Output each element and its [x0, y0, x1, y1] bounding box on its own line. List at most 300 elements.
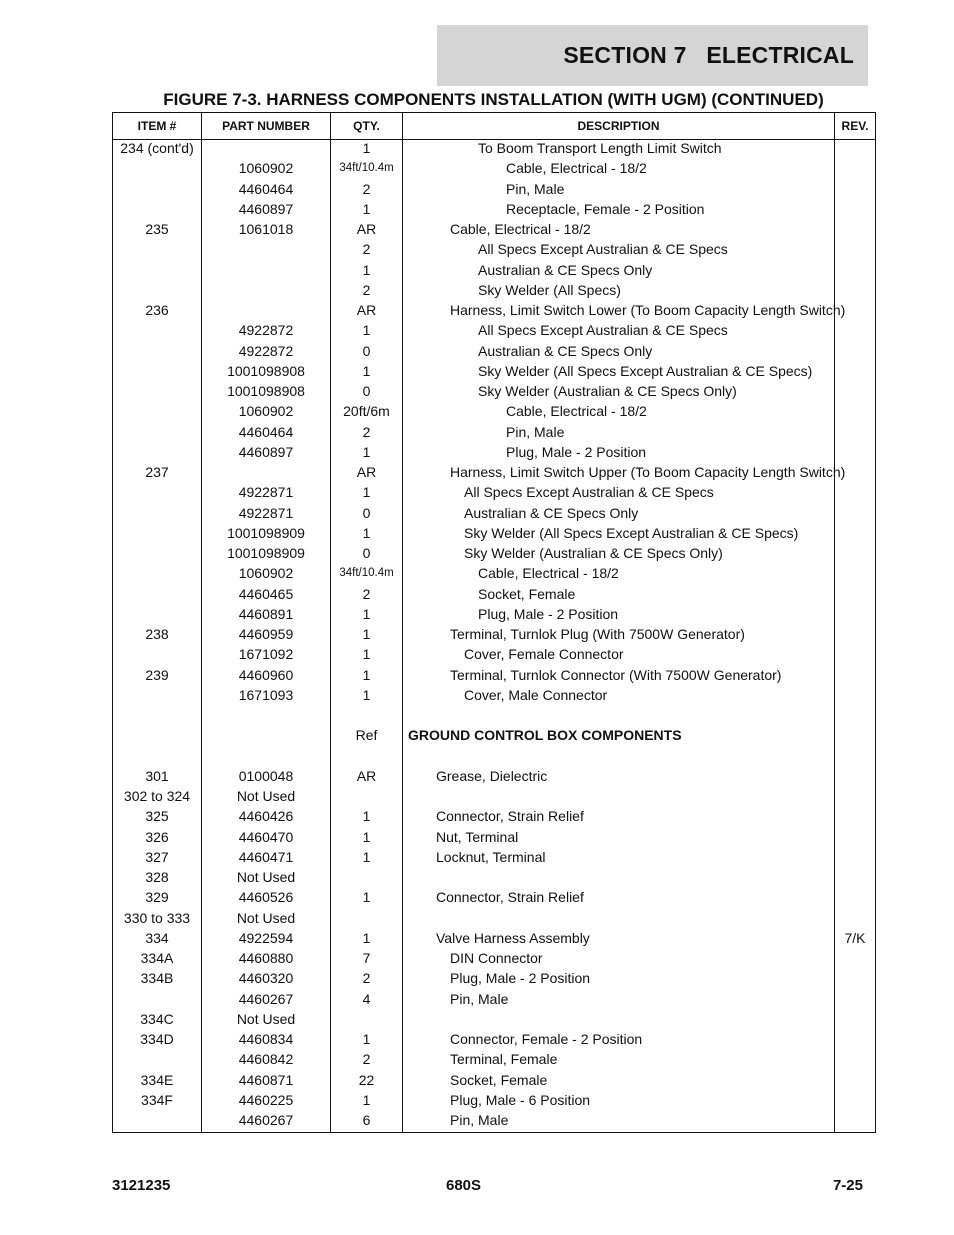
- item-number: [113, 989, 201, 1009]
- item-number: [113, 482, 201, 502]
- description: Plug, Male - 6 Position: [450, 1091, 591, 1108]
- revision: [835, 219, 875, 239]
- item-number: 235: [145, 221, 169, 237]
- description: GROUND CONTROL BOX COMPONENTS: [408, 727, 682, 744]
- description: Valve Harness Assembly: [436, 929, 590, 946]
- table-row: [113, 1009, 875, 1029]
- description: [404, 908, 834, 928]
- item-number: 334C: [140, 1010, 174, 1027]
- column-header-rev: REV.: [841, 119, 869, 133]
- table-row: [113, 361, 875, 381]
- quantity: 1: [362, 848, 371, 865]
- description: Cable, Electrical - 18/2: [450, 221, 591, 237]
- description: Cover, Female Connector: [464, 646, 624, 663]
- item-number: [113, 158, 201, 178]
- quantity: AR: [356, 464, 377, 480]
- quantity: [331, 867, 402, 887]
- quantity: 2: [362, 970, 371, 987]
- part-number: 4460267: [238, 1112, 294, 1128]
- description: Pin, Male: [450, 990, 509, 1007]
- quantity: 1: [362, 666, 371, 683]
- table-row: [113, 746, 875, 766]
- quantity: 20ft/6m: [343, 403, 390, 420]
- quantity: 2: [362, 423, 371, 440]
- revision: [835, 1090, 875, 1110]
- part-number: 4460526: [238, 889, 294, 906]
- quantity: 1: [362, 524, 371, 541]
- revision: [835, 563, 875, 583]
- figure-title: FIGURE 7-3. HARNESS COMPONENTS INSTALLATION (WITH UGM) (CONTINUED): [163, 90, 824, 109]
- item-number: [113, 320, 201, 340]
- quantity: 1: [362, 484, 371, 501]
- revision: [835, 239, 875, 259]
- revision: [835, 1029, 875, 1049]
- table-row: [113, 705, 875, 725]
- item-number: [113, 523, 201, 543]
- description: Cable, Electrical - 18/2: [506, 160, 647, 177]
- table-row: [113, 219, 875, 239]
- part-number: Not Used: [236, 1010, 296, 1027]
- quantity: 1: [362, 828, 371, 845]
- item-number: [113, 401, 201, 421]
- revision: [835, 786, 875, 806]
- quantity: 22: [358, 1071, 375, 1088]
- quantity: 1: [362, 443, 371, 460]
- revision: [835, 908, 875, 928]
- quantity: 1: [362, 1091, 371, 1108]
- table-row: [113, 563, 875, 583]
- item-number: [113, 563, 201, 583]
- part-number: 4460470: [238, 828, 294, 845]
- table-row: [113, 604, 875, 624]
- quantity: 1: [362, 929, 371, 946]
- quantity: 0: [362, 545, 371, 561]
- item-number: 334F: [141, 1091, 173, 1108]
- description: Locknut, Terminal: [436, 848, 546, 865]
- quantity: 2: [362, 585, 371, 602]
- footer-model: 680S: [446, 1177, 482, 1194]
- quantity: 1: [362, 200, 371, 217]
- table-row: [113, 806, 875, 826]
- table-row: [113, 381, 875, 401]
- footer-doc-number: 3121235: [112, 1177, 171, 1194]
- description: Connector, Strain Relief: [436, 889, 584, 906]
- item-number: 236: [145, 302, 169, 318]
- item-number: [113, 644, 201, 664]
- item-number: 328: [145, 869, 169, 885]
- description: [404, 705, 834, 725]
- item-number: [113, 1049, 201, 1069]
- table-row: [113, 260, 875, 280]
- table-row: [113, 138, 875, 158]
- quantity: [331, 1009, 402, 1029]
- quantity: AR: [356, 221, 377, 237]
- section-header: [437, 25, 868, 86]
- table-row: [113, 908, 875, 928]
- part-number: 4460465: [238, 585, 294, 602]
- part-number: [202, 705, 330, 725]
- quantity: [331, 786, 402, 806]
- revision: [835, 320, 875, 340]
- quantity: 4: [362, 990, 371, 1007]
- revision: [835, 543, 875, 563]
- quantity: 0: [362, 383, 371, 399]
- table-row: [113, 644, 875, 664]
- revision: [835, 482, 875, 502]
- description: Plug, Male - 2 Position: [478, 605, 619, 622]
- revision: [835, 584, 875, 604]
- description: DIN Connector: [450, 950, 543, 966]
- part-number: 4922871: [238, 504, 294, 521]
- part-number: 4460320: [238, 970, 294, 987]
- table-row: [113, 341, 875, 361]
- quantity: 2: [362, 281, 371, 298]
- table-row: [113, 280, 875, 300]
- quantity: 1: [362, 686, 371, 703]
- table-row: [113, 523, 875, 543]
- description: Harness, Limit Switch Lower (To Boom Capacity Length Switch): [450, 302, 846, 318]
- table-row: [113, 665, 875, 685]
- table-row: [113, 503, 875, 523]
- description: Plug, Male - 2 Position: [506, 443, 647, 460]
- table-row: [113, 158, 875, 178]
- revision: [835, 1009, 875, 1029]
- item-number: [113, 341, 201, 361]
- table-row: [113, 786, 875, 806]
- column-header-part-number: PART NUMBER: [222, 119, 310, 133]
- description: Sky Welder (All Specs): [478, 281, 621, 298]
- item-number: [113, 1110, 201, 1130]
- part-number: 4460471: [238, 848, 294, 865]
- quantity: 34ft/10.4m: [339, 567, 394, 580]
- part-number: 4460960: [238, 666, 294, 683]
- item-number: 327: [145, 848, 169, 865]
- part-number: 4460880: [238, 950, 294, 966]
- quantity: 34ft/10.4m: [339, 162, 394, 175]
- part-number: [202, 138, 330, 158]
- part-number: 1060902: [238, 403, 294, 420]
- item-number: [113, 422, 201, 442]
- quantity: 1: [362, 140, 371, 156]
- description: Socket, Female: [478, 585, 576, 602]
- item-number: 234 (cont'd): [120, 140, 194, 156]
- revision: [835, 523, 875, 543]
- quantity: 1: [362, 1031, 371, 1047]
- part-number: [202, 462, 330, 482]
- table-row: [113, 887, 875, 907]
- description: Socket, Female: [450, 1071, 548, 1088]
- quantity: 1: [362, 261, 371, 278]
- description: [404, 786, 834, 806]
- item-number: [113, 442, 201, 462]
- revision: [835, 806, 875, 826]
- revision: [835, 158, 875, 178]
- item-number: 301: [145, 767, 169, 784]
- table-row: [113, 847, 875, 867]
- part-number: [202, 300, 330, 320]
- part-number: 4460897: [238, 443, 294, 460]
- revision: [835, 401, 875, 421]
- part-number: 1671092: [238, 646, 294, 663]
- revision: [835, 705, 875, 725]
- description: Sky Welder (All Specs Except Australian & CE Specs): [478, 362, 813, 379]
- table-row: [113, 300, 875, 320]
- description: To Boom Transport Length Limit Switch: [478, 140, 722, 156]
- quantity: AR: [356, 767, 377, 784]
- table-row: [113, 482, 875, 502]
- revision: [835, 1110, 875, 1130]
- revision: [835, 847, 875, 867]
- table-row: [113, 442, 875, 462]
- table-row: [113, 1070, 875, 1090]
- part-number: 1061018: [238, 221, 294, 237]
- revision: [835, 827, 875, 847]
- table-row: [113, 827, 875, 847]
- parts-table: [112, 112, 876, 1133]
- item-number: [113, 179, 201, 199]
- revision: [835, 1070, 875, 1090]
- quantity: 0: [362, 342, 371, 359]
- item-number: 334B: [140, 970, 174, 987]
- description: Sky Welder (All Specs Except Australian & CE Specs): [464, 524, 799, 541]
- column-header-description: DESCRIPTION: [577, 119, 660, 133]
- revision: [835, 624, 875, 644]
- revision: [835, 948, 875, 968]
- part-number: 1001098908: [227, 362, 305, 379]
- table-row: [113, 1029, 875, 1049]
- revision: 7/K: [844, 929, 866, 946]
- quantity: [331, 705, 402, 725]
- item-number: 329: [145, 889, 169, 906]
- part-number: 4460267: [238, 990, 294, 1007]
- revision: [835, 604, 875, 624]
- table-row: [113, 725, 875, 745]
- revision: [835, 462, 875, 482]
- quantity: 1: [362, 626, 371, 642]
- part-number: Not Used: [236, 869, 296, 885]
- revision: [835, 442, 875, 462]
- description: Pin, Male: [506, 180, 565, 197]
- table-row: [113, 867, 875, 887]
- description: All Specs Except Australian & CE Specs: [464, 484, 714, 501]
- quantity: AR: [356, 302, 377, 318]
- description: Australian & CE Specs Only: [478, 261, 653, 278]
- revision: [835, 280, 875, 300]
- part-number: 1001098909: [227, 524, 305, 541]
- part-number: 1001098908: [227, 383, 305, 399]
- quantity: 2: [362, 241, 371, 258]
- item-number: 238: [145, 626, 169, 642]
- description: Grease, Dielectric: [436, 767, 548, 784]
- table-row: [113, 766, 875, 786]
- part-number: 4460897: [238, 200, 294, 217]
- part-number: 4922872: [238, 322, 294, 339]
- description: Terminal, Female: [450, 1051, 558, 1068]
- part-number: 4460842: [238, 1051, 294, 1068]
- description: Plug, Male - 2 Position: [450, 970, 591, 987]
- quantity: 1: [362, 322, 371, 339]
- description: [404, 1009, 834, 1029]
- part-number: [202, 746, 330, 766]
- item-number: 334D: [140, 1031, 174, 1047]
- quantity: 1: [362, 605, 371, 622]
- item-number: [113, 260, 201, 280]
- item-number: [113, 361, 201, 381]
- item-number: [113, 584, 201, 604]
- revision: [835, 341, 875, 361]
- part-number: 4922872: [238, 342, 294, 359]
- description: Australian & CE Specs Only: [464, 504, 639, 521]
- table-row: [113, 179, 875, 199]
- quantity: 1: [362, 646, 371, 663]
- part-number: 1001098909: [227, 545, 305, 561]
- table-row: [113, 422, 875, 442]
- item-number: 239: [145, 666, 169, 683]
- description: Sky Welder (Australian & CE Specs Only): [464, 545, 723, 561]
- table-row: [113, 401, 875, 421]
- revision: [835, 138, 875, 158]
- item-number: 334E: [140, 1071, 174, 1088]
- quantity: 1: [362, 808, 371, 825]
- item-number: [113, 199, 201, 219]
- part-number: 4460225: [238, 1091, 294, 1108]
- revision: [835, 361, 875, 381]
- part-number: 4460464: [238, 423, 294, 440]
- part-number: 4460871: [238, 1071, 294, 1088]
- revision: [835, 665, 875, 685]
- quantity: 6: [362, 1112, 371, 1128]
- part-number: Not Used: [236, 909, 296, 926]
- description: [404, 867, 834, 887]
- revision: [835, 867, 875, 887]
- description: Receptacle, Female - 2 Position: [506, 200, 705, 217]
- table-row: [113, 989, 875, 1009]
- part-number: [202, 725, 330, 745]
- quantity: 7: [362, 950, 371, 966]
- description: Sky Welder (Australian & CE Specs Only): [478, 383, 737, 399]
- part-number: 4460464: [238, 180, 294, 197]
- description: Pin, Male: [506, 423, 565, 440]
- description: All Specs Except Australian & CE Specs: [478, 322, 728, 339]
- item-number: 334A: [140, 950, 174, 966]
- item-number: [113, 381, 201, 401]
- description: Harness, Limit Switch Upper (To Boom Capacity Length Switch): [450, 464, 846, 480]
- table-row: [113, 624, 875, 644]
- part-number: 1060902: [238, 565, 294, 582]
- revision: [835, 887, 875, 907]
- quantity: 2: [362, 180, 371, 197]
- table-row: [113, 1090, 875, 1110]
- revision: [835, 725, 875, 745]
- column-header-item: ITEM #: [137, 119, 177, 133]
- description: Connector, Strain Relief: [436, 808, 584, 825]
- table-row: [113, 968, 875, 988]
- part-number: 4460959: [238, 626, 294, 642]
- revision: [835, 644, 875, 664]
- quantity: Ref: [355, 727, 378, 744]
- part-number: 4460834: [238, 1031, 294, 1047]
- table-row: [113, 462, 875, 482]
- table-row: [113, 584, 875, 604]
- item-number: 302 to 324: [123, 788, 191, 804]
- item-number: [113, 503, 201, 523]
- part-number: 4922594: [238, 929, 294, 946]
- revision: [835, 746, 875, 766]
- item-number: [113, 280, 201, 300]
- table-row: [113, 320, 875, 340]
- description: Cover, Male Connector: [464, 686, 608, 703]
- part-number: [202, 239, 330, 259]
- part-number: 1671093: [238, 686, 294, 703]
- revision: [835, 199, 875, 219]
- quantity: 0: [362, 504, 371, 521]
- item-number: [113, 604, 201, 624]
- description: [404, 746, 834, 766]
- quantity: 1: [362, 362, 371, 379]
- part-number: 1060902: [238, 160, 294, 177]
- table-row: [113, 1049, 875, 1069]
- item-number: [113, 543, 201, 563]
- table-row: [113, 1110, 875, 1130]
- table-row: [113, 685, 875, 705]
- revision: [835, 260, 875, 280]
- revision: [835, 685, 875, 705]
- item-number: 326: [145, 828, 169, 845]
- item-number: 330 to 333: [123, 909, 191, 926]
- description: Pin, Male: [450, 1112, 509, 1128]
- table-row: [113, 928, 875, 948]
- part-number: [202, 280, 330, 300]
- quantity: [331, 908, 402, 928]
- quantity: [331, 746, 402, 766]
- description: Cable, Electrical - 18/2: [478, 565, 619, 582]
- item-number: [113, 239, 201, 259]
- description: Connector, Female - 2 Position: [450, 1031, 643, 1047]
- revision: [835, 1049, 875, 1069]
- part-number: 4460426: [238, 808, 294, 825]
- section-title: SECTION 7 ELECTRICAL: [563, 42, 854, 68]
- quantity: 1: [362, 889, 371, 906]
- description: Nut, Terminal: [436, 828, 519, 845]
- revision: [835, 766, 875, 786]
- revision: [835, 503, 875, 523]
- item-number: 334: [145, 929, 169, 946]
- table-row: [113, 199, 875, 219]
- description: Australian & CE Specs Only: [478, 342, 653, 359]
- table-row: [113, 239, 875, 259]
- part-number: 4922871: [238, 484, 294, 501]
- revision: [835, 381, 875, 401]
- part-number: 4460891: [238, 605, 294, 622]
- description: Terminal, Turnlok Plug (With 7500W Generator): [450, 626, 745, 642]
- item-number: [113, 746, 201, 766]
- item-number: 325: [145, 808, 169, 825]
- footer-page-number: 7-25: [832, 1177, 863, 1194]
- item-number: 237: [145, 464, 169, 480]
- item-number: [113, 725, 201, 745]
- revision: [835, 300, 875, 320]
- revision: [835, 179, 875, 199]
- part-number: Not Used: [236, 788, 296, 804]
- part-number: [202, 260, 330, 280]
- table-row: [113, 948, 875, 968]
- revision: [835, 989, 875, 1009]
- description: Cable, Electrical - 18/2: [506, 403, 647, 420]
- table-row: [113, 543, 875, 563]
- quantity: 2: [362, 1051, 371, 1068]
- revision: [835, 968, 875, 988]
- description: Terminal, Turnlok Connector (With 7500W Generator): [450, 666, 782, 683]
